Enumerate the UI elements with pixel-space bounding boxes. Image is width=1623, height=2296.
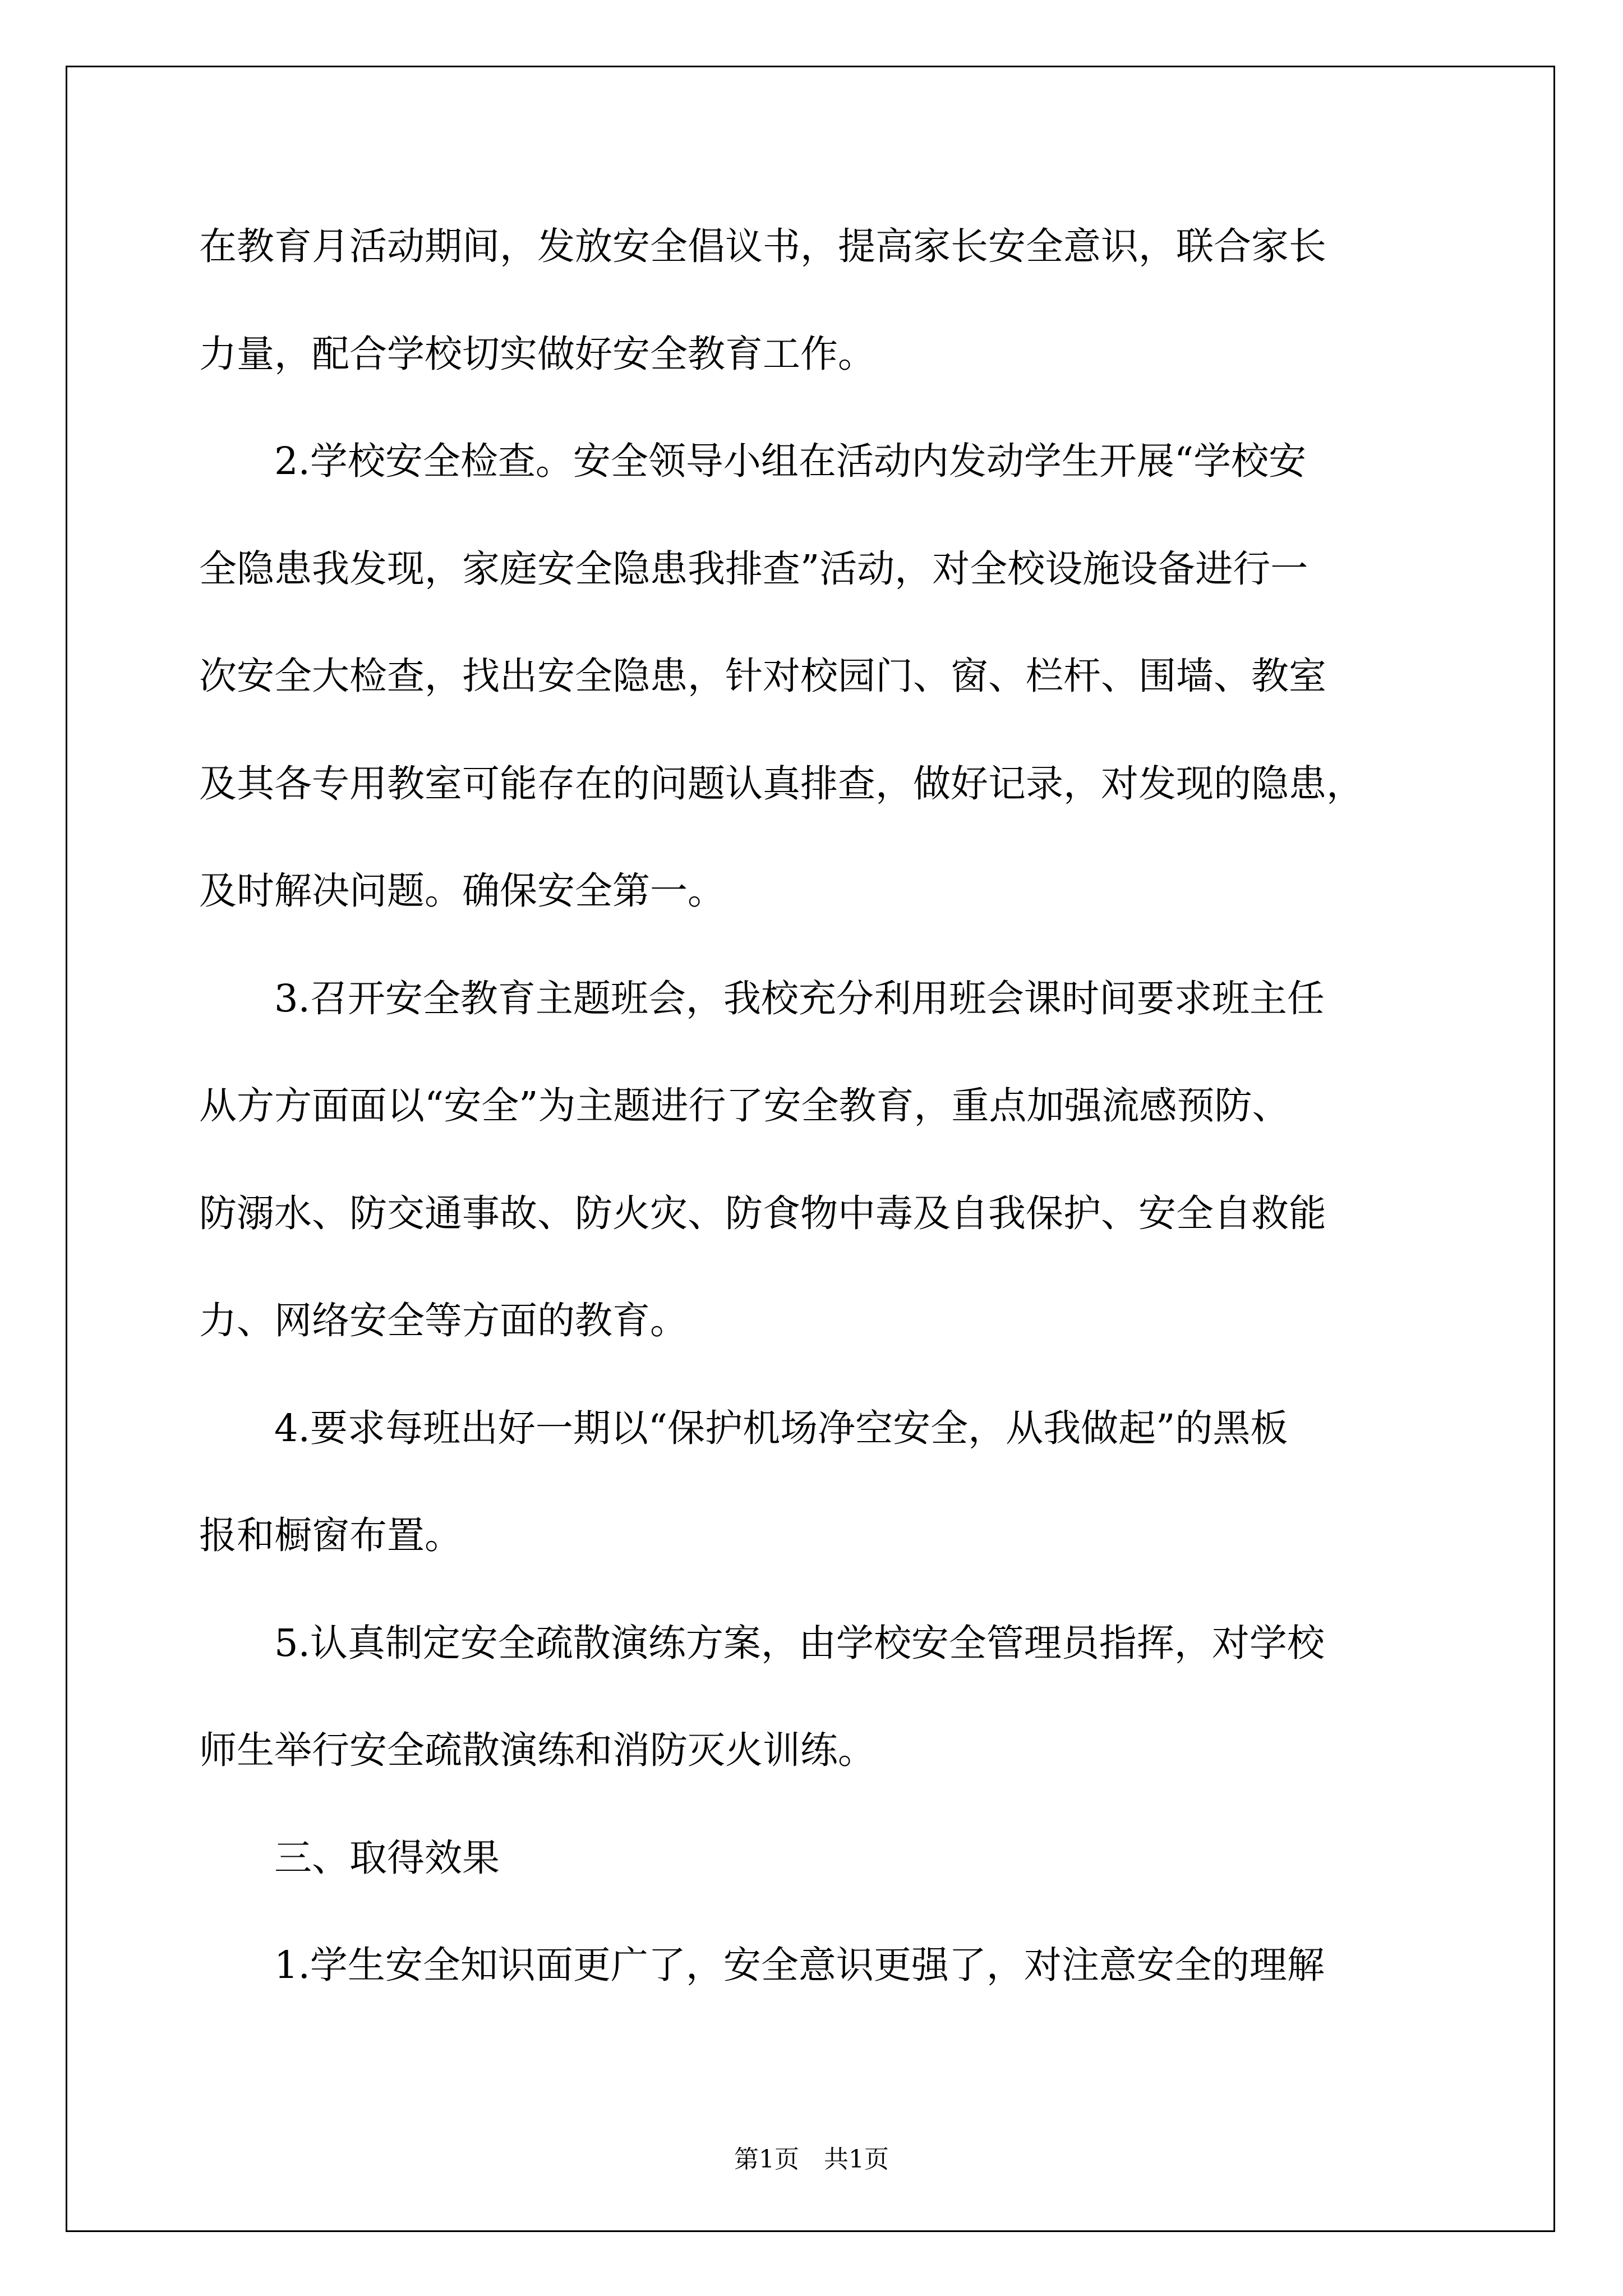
text-line: 师生举行安全疏散演练和消防灭火训练。	[199, 1728, 875, 1772]
page-number: 第1页 共1页	[734, 2145, 889, 2174]
text-line: 5.认真制定安全疏散演练方案，由学校安全管理员指挥，对学校	[199, 1621, 1325, 1665]
text-line: 力、网络安全等方面的教育。	[199, 1299, 688, 1342]
section-heading: 三、取得效果	[199, 1836, 500, 1880]
text-line: 从方方面面以“安全”为主题进行了安全教育，重点加强流感预防、	[199, 1084, 1290, 1128]
text-line: 报和橱窗布置。	[199, 1513, 462, 1557]
text-line: 及时解决问题。确保安全第一。	[199, 869, 725, 913]
page-border	[66, 66, 1555, 2232]
text-line: 力量，配合学校切实做好安全教育工作。	[199, 332, 875, 376]
text-line: 次安全大检查，找出安全隐患，针对校园门、窗、栏杆、围墙、教室	[199, 654, 1326, 698]
text-line: 1.学生安全知识面更广了，安全意识更强了，对注意安全的理解	[199, 1943, 1325, 1987]
text-line: 3.召开安全教育主题班会，我校充分利用班会课时间要求班主任	[199, 977, 1325, 1020]
text-line: 全隐患我发现，家庭安全隐患我排查”活动，对全校设施设备进行一	[199, 547, 1308, 591]
text-line: 在教育月活动期间，发放安全倡议书，提高家长安全意识，联合家长	[199, 224, 1326, 268]
text-line: 4.要求每班出好一期以“保护机场净空安全，从我做起”的黑板	[199, 1406, 1288, 1450]
text-line: 及其各专用教室可能存在的问题认真排查，做好记录，对发现的隐患，	[199, 762, 1364, 806]
text-line: 2.学校安全检查。安全领导小组在活动内发动学生开展“学校安	[199, 439, 1307, 483]
text-line: 防溺水、防交通事故、防火灾、防食物中毒及自我保护、安全自救能	[199, 1191, 1326, 1235]
